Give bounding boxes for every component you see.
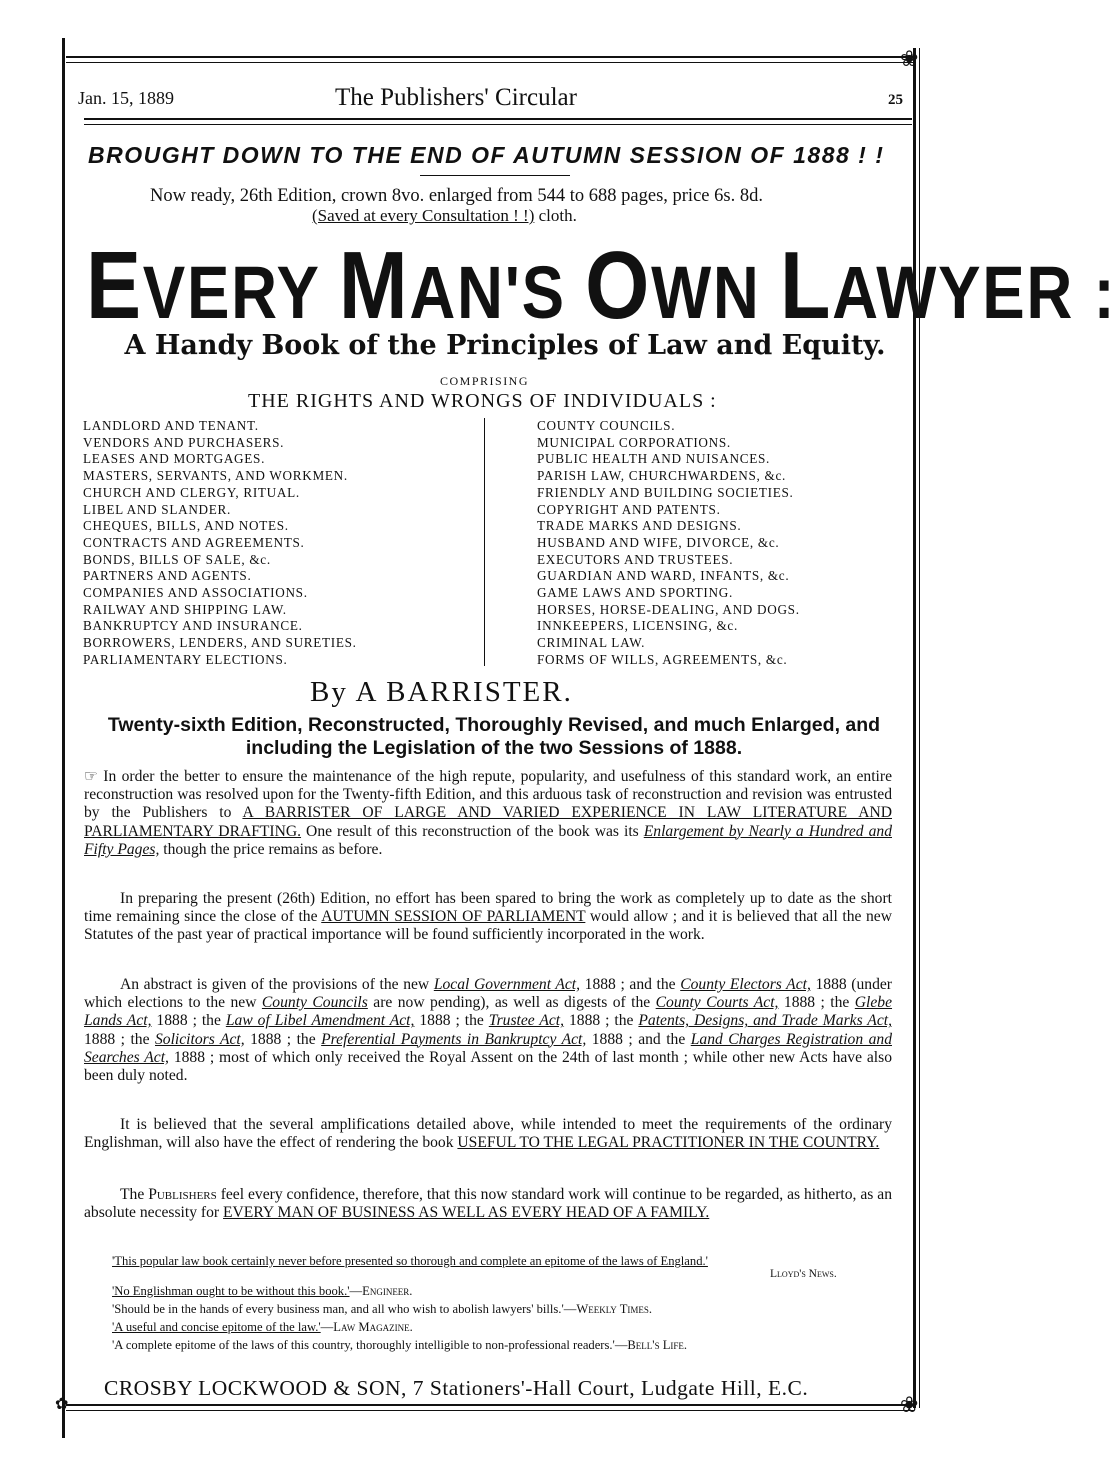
- quote-text: 'This popular law book certainly never before presented so thorough and complete an epitome of the laws of England.': [112, 1254, 708, 1268]
- rights-heading: THE RIGHTS AND WRONGS OF INDIVIDUALS :: [248, 390, 717, 412]
- quote-source: —Weekly Times.: [563, 1302, 653, 1316]
- paragraph-text: It is believed that the several amplifications detailed above, while intended to meet the requirements of the ordinary Englishman, will also have the effect of rendering the book: [84, 1116, 892, 1152]
- list-item: HUSBAND AND WIFE, DIVORCE, &c.: [537, 534, 780, 550]
- paragraph-text: 1888 ; and the: [586, 1030, 691, 1048]
- act-name: Patents, Designs, and Trade Marks Act,: [638, 1012, 892, 1030]
- list-item: INNKEEPERS, LICENSING, &c.: [537, 618, 738, 634]
- paragraph-text: though the price remains as before.: [159, 840, 383, 858]
- paragraph-abstract: [84, 976, 892, 1085]
- title-cap-4: L: [779, 232, 833, 339]
- ornament-bottom-left-icon: ✿: [55, 1396, 69, 1413]
- bottom-rule: [66, 1404, 914, 1406]
- press-quote: [112, 1284, 412, 1299]
- saved-phrase: (Saved at every Consultation ! !): [312, 206, 535, 225]
- useful-phrase: USEFUL TO THE LEGAL PRACTITIONER IN THE COUNTRY.: [457, 1134, 880, 1152]
- bottom-rule-thin: [66, 1410, 914, 1411]
- press-quote: [112, 1302, 652, 1317]
- list-item: RAILWAY AND SHIPPING LAW.: [83, 601, 287, 617]
- header-rule: [84, 118, 912, 120]
- list-item: COMPANIES AND ASSOCIATIONS.: [83, 585, 308, 601]
- saved-line: [312, 206, 577, 226]
- quote-source: —Law Magazine.: [320, 1320, 413, 1334]
- list-item: PARTNERS AND AGENTS.: [83, 568, 252, 584]
- byline: By A BARRISTER.: [310, 676, 573, 708]
- paragraph-text: 1888 ; the: [564, 1012, 639, 1030]
- barrister-phrase: A BARRISTER OF LARGE AND VARIED EXPERIENCE IN LAW LITERATURE AND PARLIAMENTARY DRAFTING.: [84, 804, 892, 840]
- list-item: LANDLORD AND TENANT.: [83, 418, 259, 433]
- title-cap-2: M: [338, 232, 410, 339]
- list-item: FRIENDLY AND BUILDING SOCIETIES.: [537, 484, 794, 500]
- act-name: Solicitors Act,: [155, 1030, 245, 1048]
- headline-underline: [420, 175, 570, 176]
- press-quote: [112, 1254, 708, 1269]
- paragraph-amplifications: [84, 1116, 892, 1152]
- list-item: BONDS, BILLS OF SALE, &c.: [83, 551, 271, 567]
- paragraph-text: are now pending), as well as digests of the: [367, 994, 656, 1012]
- title-cap-1: E: [86, 232, 143, 339]
- binding-note: cloth.: [534, 206, 577, 225]
- act-name: Preferential Payments in Bankruptcy Act,: [321, 1030, 587, 1048]
- paragraph-text: 1888 ; the: [151, 1012, 226, 1030]
- top-rule: [66, 56, 914, 58]
- paragraph-confidence: [84, 1186, 892, 1222]
- list-item: CRIMINAL LAW.: [537, 635, 646, 651]
- title-rest-2: AN'S: [409, 251, 586, 334]
- edition-line: Now ready, 26th Edition, crown 8vo. enlarged from 544 to 688 pages, price 6s. 8d.: [150, 186, 763, 206]
- list-item: CONTRACTS AND AGREEMENTS.: [83, 534, 305, 550]
- act-name: County Electors Act,: [680, 976, 811, 993]
- paragraph-present-edition: [84, 890, 892, 945]
- ornament-bottom-icon: ❀: [900, 1392, 919, 1417]
- paragraph-text: In order the better to ensure the maintenance of the high repute, popularity, and usefulness of this standard work, an entire reconstruction was resolved upon for the Twenty-fifth Edition, and this arduous task of reconstruction and revision was entrusted by the Publishers to: [84, 768, 892, 822]
- list-item: VENDORS AND PURCHASERS.: [83, 434, 285, 450]
- paragraph-text: 1888 ; and the: [580, 976, 681, 993]
- page-number: 25: [888, 92, 903, 108]
- publisher-imprint: CROSBY LOCKWOOD & SON, 7 Stationers'-Hall Court, Ludgate Hill, E.C.: [104, 1376, 809, 1400]
- list-item: CHEQUES, BILLS, AND NOTES.: [83, 518, 289, 534]
- ornament-top-icon: ❀: [900, 46, 919, 71]
- left-border-line: [62, 38, 65, 1438]
- act-name: Law of Libel Amendment Act,: [225, 1012, 415, 1030]
- quote-text: 'Should be in the hands of every business man, and all who wish to abolish lawyers' bills.': [112, 1302, 564, 1316]
- quote-text: 'No Englishman ought to be without this book.': [112, 1284, 350, 1298]
- list-item: FORMS OF WILLS, AGREEMENTS, &c.: [537, 651, 788, 667]
- paragraph-text: An abstract is given of the provisions of the new: [120, 976, 434, 993]
- paragraph-text: One result of this reconstruction of the book was its: [301, 822, 644, 840]
- subtitle: A Handy Book of the Principles of Law and Equity.: [124, 330, 886, 361]
- autumn-session-phrase: AUTUMN SESSION OF PARLIAMENT: [321, 908, 586, 926]
- topics-left-list: [83, 418, 357, 669]
- list-item: LEASES AND MORTGAGES.: [83, 451, 266, 467]
- quote-source: —Engineer.: [349, 1284, 413, 1298]
- header-rule-thin: [84, 124, 912, 125]
- list-item: PARLIAMENTARY ELECTIONS.: [83, 651, 288, 667]
- quote-source: Lloyd's News.: [770, 1268, 837, 1280]
- list-item: HORSES, HORSE-DEALING, AND DOGS.: [537, 601, 800, 617]
- paragraph-text: 1888 ; the: [778, 994, 855, 1012]
- list-item: MUNICIPAL CORPORATIONS.: [537, 434, 731, 450]
- list-item: GAME LAWS AND SPORTING.: [537, 585, 733, 601]
- list-item: PUBLIC HEALTH AND NUISANCES.: [537, 451, 771, 467]
- list-item: CHURCH AND CLERGY, RITUAL.: [83, 484, 300, 500]
- issue-date: Jan. 15, 1889: [78, 88, 174, 108]
- act-name: County Councils: [261, 994, 368, 1012]
- topics-right-list: [537, 418, 800, 669]
- list-item: PARISH LAW, CHURCHWARDENS, &c.: [537, 468, 787, 484]
- paragraph-text: 1888 ; the: [84, 1030, 155, 1048]
- list-item: MASTERS, SERVANTS, AND WORKMEN.: [83, 468, 348, 484]
- list-item: EXECUTORS AND TRUSTEES.: [537, 551, 734, 567]
- paragraph-text: 1888 (under which elections to the new: [84, 976, 892, 1012]
- paragraph-text: 1888 ; the: [414, 1012, 489, 1030]
- column-divider: [484, 418, 485, 666]
- list-item: COUNTY COUNCILS.: [537, 418, 676, 433]
- paragraph-reconstruction: [84, 768, 892, 859]
- publication-title: The Publishers' Circular: [335, 84, 577, 111]
- edition-notice: Twenty-sixth Edition, Reconstructed, Thoroughly Revised, and much Enlarged, and including the Legislation of the two Sessions of 1888.: [107, 714, 881, 759]
- title-rest-4: AWYER :: [832, 251, 1116, 334]
- every-man-phrase: EVERY MAN OF BUSINESS AS WELL AS EVERY HEAD OF A FAMILY.: [223, 1204, 710, 1222]
- list-item: GUARDIAN AND WARD, INFANTS, &c.: [537, 568, 790, 584]
- list-item: LIBEL AND SLANDER.: [83, 501, 232, 517]
- paragraph-text: would allow ; and it is believed that all the new Statutes of the past year of practical importance will be found sufficiently incorporated in the work.: [84, 908, 892, 944]
- top-rule-thin: [66, 62, 914, 63]
- publishers-word: Publishers: [148, 1186, 217, 1203]
- press-quote: [112, 1320, 413, 1335]
- comprising-label: COMPRISING: [440, 374, 530, 388]
- quote-text: 'A useful and concise epitome of the law.': [112, 1320, 321, 1334]
- act-name: Local Government Act,: [433, 976, 581, 993]
- headline: BROUGHT DOWN TO THE END OF AUTUMN SESSION OF 1888 ! !: [88, 142, 885, 168]
- pointing-hand-icon: ☞: [84, 768, 98, 785]
- enlargement-phrase: Enlargement by Nearly a Hundred and Fifty Pages,: [84, 822, 892, 858]
- title-rest-3: WN: [651, 251, 780, 334]
- press-quote: [112, 1338, 687, 1353]
- paragraph-text: The: [120, 1186, 149, 1203]
- act-name: Land Charges Registration and Searches Act,: [84, 1030, 892, 1066]
- list-item: TRADE MARKS AND DESIGNS.: [537, 518, 742, 534]
- paragraph-text: 1888 ; most of which only received the Royal Assent on the 24th of last month ; while other new Acts have also been duly noted.: [84, 1048, 892, 1085]
- list-item: BANKRUPTCY AND INSURANCE.: [83, 618, 303, 634]
- list-item: COPYRIGHT AND PATENTS.: [537, 501, 721, 517]
- quote-text: 'A complete epitome of the laws of this country, thoroughly intelligible to non-professional readers.': [112, 1338, 615, 1352]
- act-name: Trustee Act,: [488, 1012, 565, 1030]
- title-rest-1: VERY: [142, 251, 339, 334]
- paragraph-text: feel every confidence, therefore, that this now standard work will continue to be regarded, as hitherto, as an absolute necessity for: [84, 1186, 892, 1222]
- quote-source: —Bell's Life.: [614, 1338, 688, 1352]
- paragraph-text: 1888 ; the: [244, 1030, 322, 1048]
- title-cap-3: O: [585, 232, 652, 339]
- act-name: County Courts Act,: [655, 994, 779, 1012]
- main-title: [86, 232, 1116, 339]
- list-item: BORROWERS, LENDERS, AND SURETIES.: [83, 635, 357, 651]
- act-name: Glebe Lands Act,: [84, 994, 893, 1030]
- paragraph-text: In preparing the present (26th) Edition, no effort has been spared to bring the work as completely up to date as the short time remaining since the close of the: [84, 890, 892, 926]
